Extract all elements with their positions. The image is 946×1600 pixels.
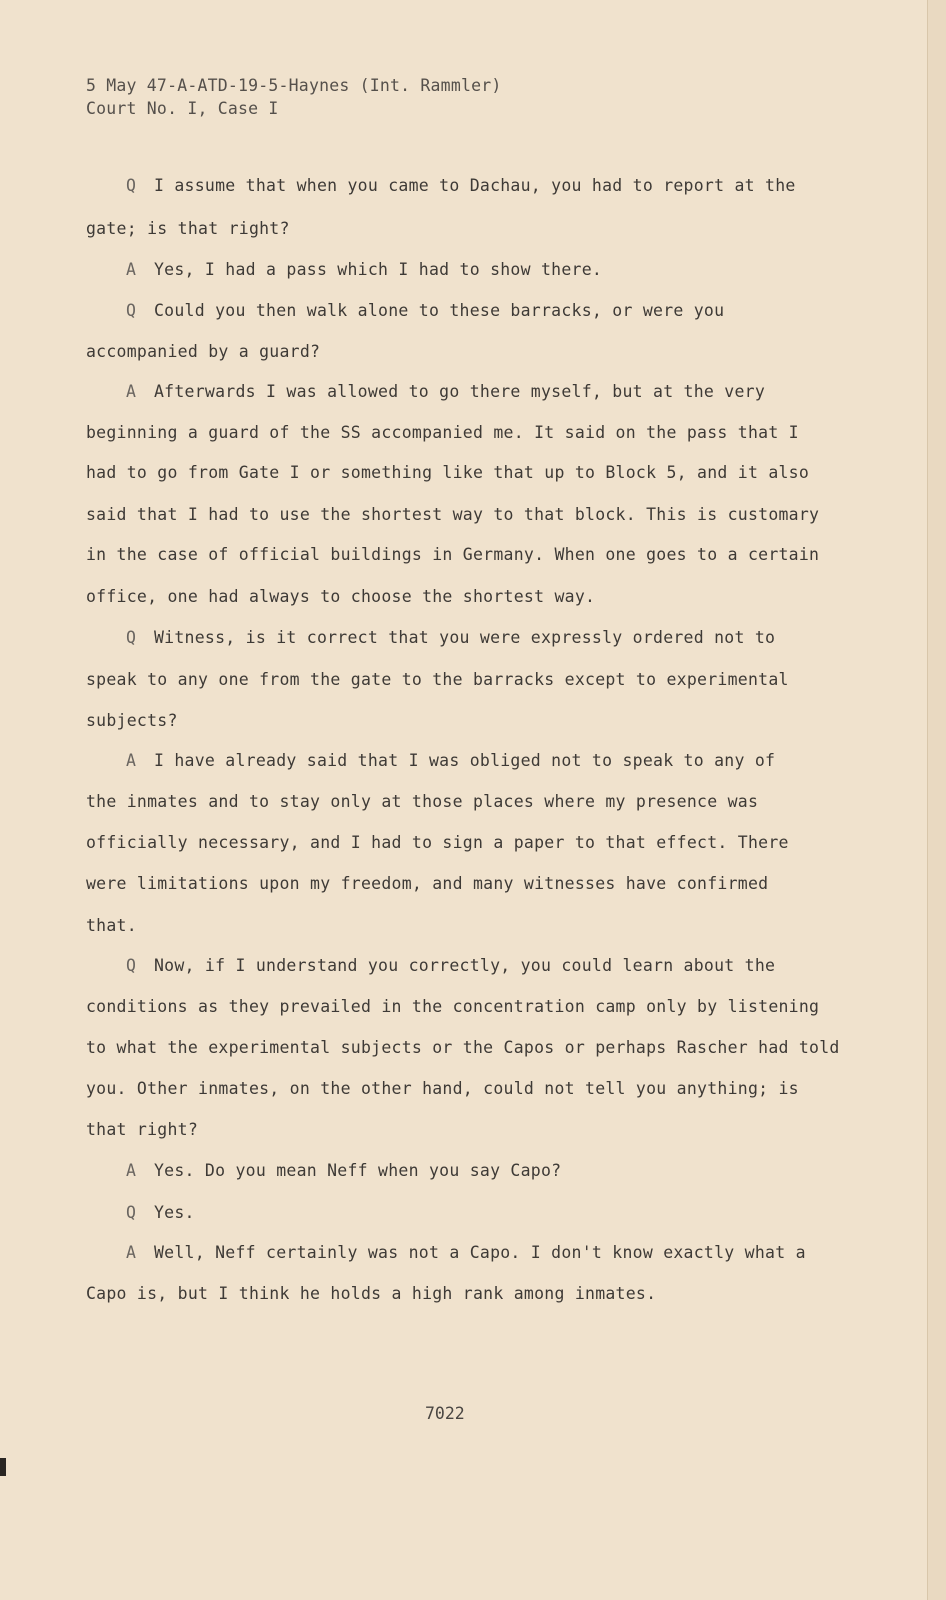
transcript-line [86,874,768,894]
transcript-line [86,219,290,239]
line-text: Yes, I had a pass which I had to show there. [154,260,603,279]
line-text: that right? [86,1120,199,1139]
binding-mark [0,1458,6,1476]
line-text: had to go from Gate I or something like that up to Block 5, and it also [86,463,810,482]
speaker-label: Q [126,176,137,195]
transcript-line [86,1243,806,1263]
speaker-label: A [126,382,137,401]
page-number: 7022 [425,1404,465,1423]
transcript-line [86,751,775,771]
transcript-line [86,833,789,853]
transcript-line [86,342,320,362]
line-text: I assume that when you came to Dachau, you had to report at the [154,176,796,195]
transcript-line [86,956,775,976]
transcript-line [86,628,775,648]
speaker-label: Q [126,1203,137,1222]
line-text: Yes. [154,1203,195,1222]
line-text: conditions as they prevailed in the concentration camp only by listening [86,997,820,1016]
header-session-line: 5 May 47-A-ATD-19-5-Haynes (Int. Rammler) [86,76,502,95]
line-text: you. Other inmates, on the other hand, could not tell you anything; is [86,1079,799,1098]
line-text: that. [86,916,137,935]
transcript-line [86,1284,656,1304]
line-text: Now, if I understand you correctly, you could learn about the [154,956,776,975]
transcript-line [86,505,819,525]
transcript-line [86,1161,561,1181]
line-text: Could you then walk alone to these barracks, or were you [154,301,725,320]
transcript-line [86,792,758,812]
line-text: to what the experimental subjects or the Capos or perhaps Rascher had told [86,1038,840,1057]
transcript-line [86,1120,198,1140]
transcript-line [86,260,602,280]
line-text: Witness, is it correct that you were expressly ordered not to [154,628,776,647]
transcript-line [86,423,799,443]
line-text: said that I had to use the shortest way to that block. This is customary [86,505,820,524]
line-text: in the case of official buildings in Germany. When one goes to a certain [86,545,820,564]
line-text: speak to any one from the gate to the barracks except to experimental [86,670,789,689]
line-text: Capo is, but I think he holds a high rank among inmates. [86,1284,657,1303]
line-text: subjects? [86,711,178,730]
line-text: the inmates and to stay only at those places where my presence was [86,792,759,811]
transcript-line [86,1203,195,1223]
speaker-label: A [126,1161,137,1180]
line-text: gate; is that right? [86,219,290,238]
page-edge [927,0,946,1600]
transcript-line [86,545,819,565]
transcript-line [86,463,809,483]
header-court-line: Court No. I, Case I [86,99,279,118]
line-text: accompanied by a guard? [86,342,321,361]
transcript-line [86,670,789,690]
line-text: I have already said that I was obliged not to speak to any of [154,751,776,770]
transcript-line [86,1079,799,1099]
line-text: beginning a guard of the SS accompanied me. It said on the pass that I [86,423,799,442]
speaker-label: Q [126,628,137,647]
line-text: Well, Neff certainly was not a Capo. I don't know exactly what a [154,1243,806,1262]
transcript-line [86,997,819,1017]
transcript-line [86,1038,840,1058]
line-text: were limitations upon my freedom, and many witnesses have confirmed [86,874,769,893]
speaker-label: A [126,751,137,770]
speaker-label: A [126,260,137,279]
line-text: Afterwards I was allowed to go there myself, but at the very [154,382,766,401]
speaker-label: A [126,1243,137,1262]
speaker-label: Q [126,956,137,975]
transcript-line [86,176,796,196]
transcript-line [86,711,178,731]
transcript-line [86,916,137,936]
transcript-line [86,587,595,607]
document-header [86,74,502,120]
transcript-line [86,301,724,321]
speaker-label: Q [126,301,137,320]
line-text: Yes. Do you mean Neff when you say Capo? [154,1161,562,1180]
line-text: officially necessary, and I had to sign a paper to that effect. There [86,833,789,852]
transcript-line [86,382,765,402]
line-text: office, one had always to choose the shortest way. [86,587,596,606]
